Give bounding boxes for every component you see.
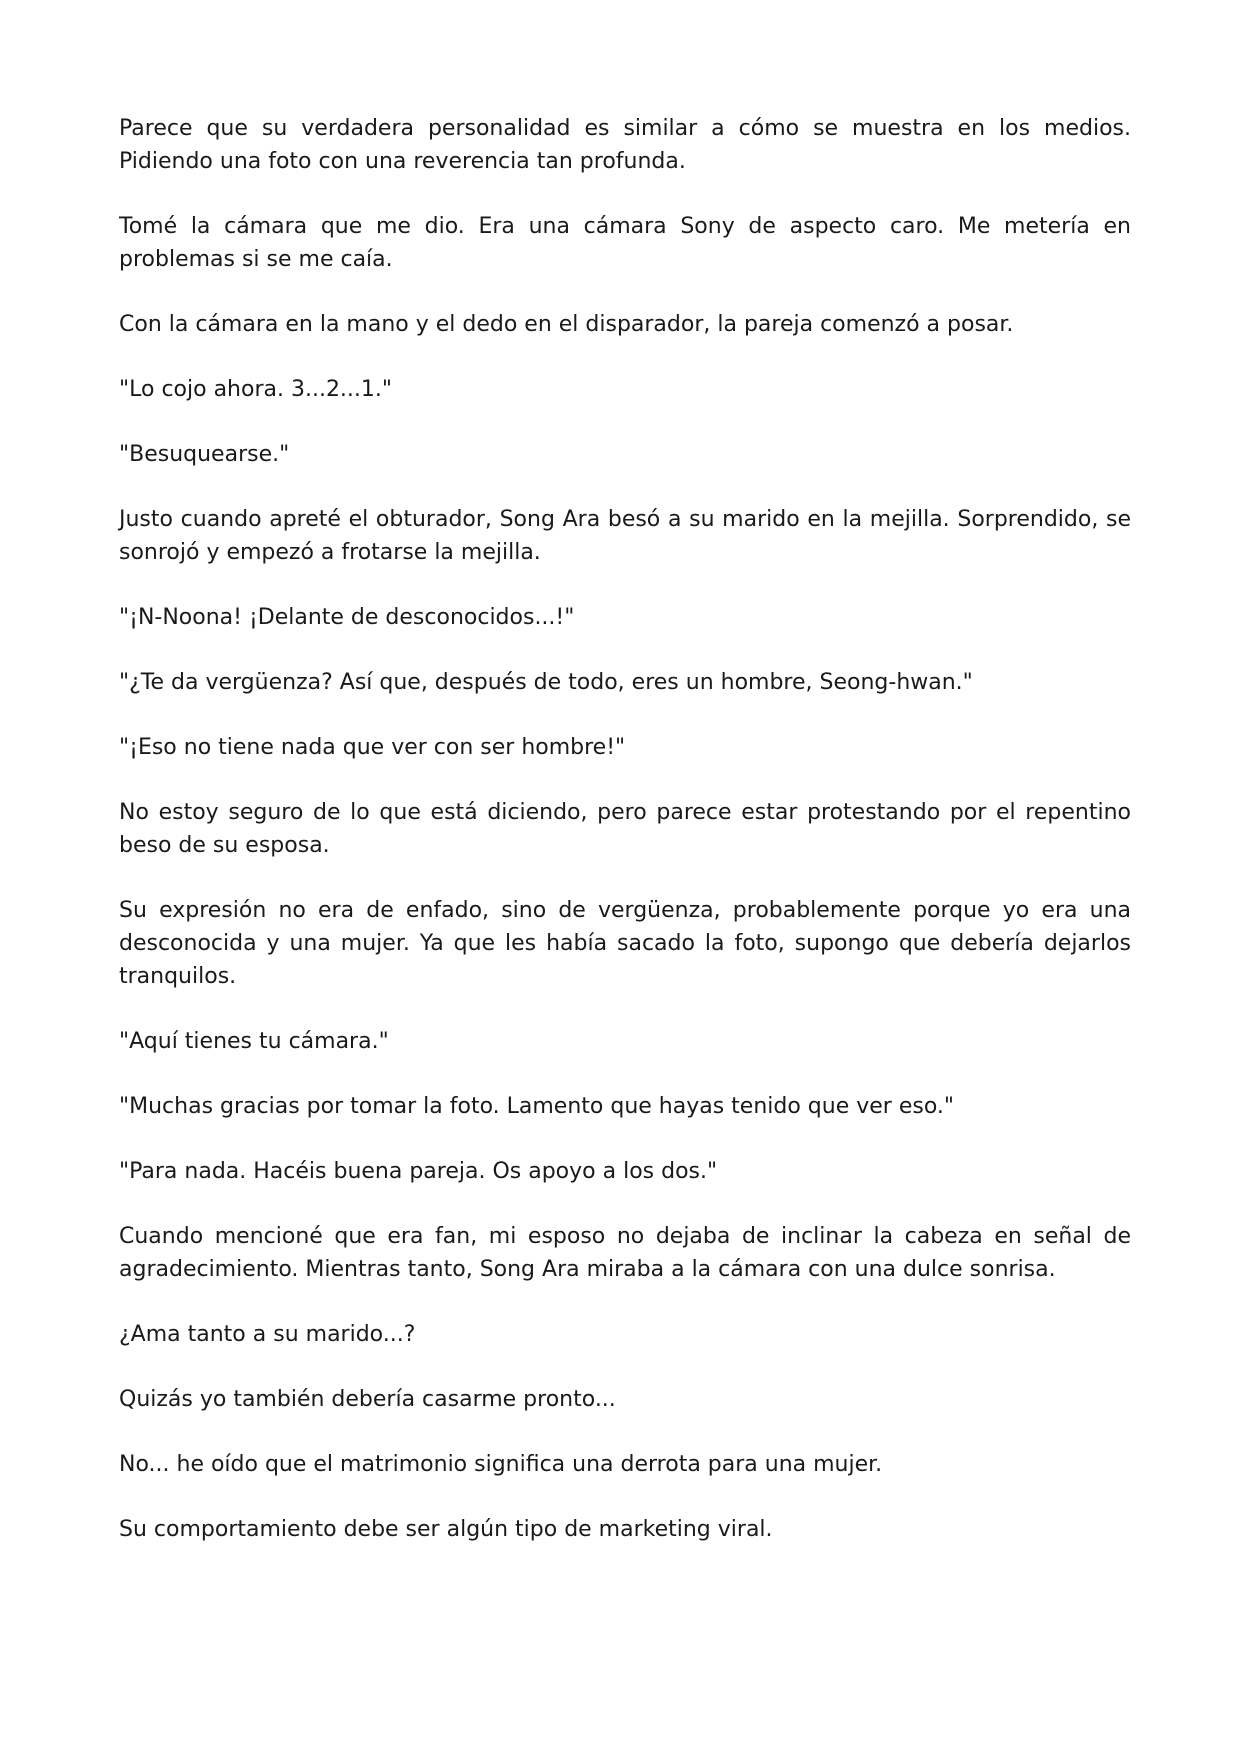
paragraph-8: "¿Te da vergüenza? Así que, después de todo, eres un hombre, Seong-hwan." (119, 670, 973, 695)
body-text (119, 112, 1131, 1578)
paragraph-17: Quizás yo también debería casarme pronto... (119, 1387, 616, 1412)
paragraph-13: "Muchas gracias por tomar la foto. Lamento que hayas tenido que ver eso." (119, 1094, 955, 1119)
paragraph-3: Con la cámara en la mano y el dedo en el disparador, la pareja comenzó a posar. (119, 312, 1014, 337)
paragraph-18: No... he oído que el matrimonio significa una derrota para una mujer. (119, 1452, 883, 1477)
paragraph-7: "¡N-Noona! ¡Delante de desconocidos...!" (119, 605, 575, 630)
paragraph-19: Su comportamiento debe ser algún tipo de marketing viral. (119, 1517, 773, 1542)
paragraph-12: "Aquí tienes tu cámara." (119, 1029, 389, 1054)
paragraph-6: Justo cuando apreté el obturador, Song Ara besó a su marido en la mejilla. Sorprendido, se sonrojó y empezó a frotarse la mejilla. (119, 507, 1131, 565)
paragraph-11: Su expresión no era de enfado, sino de vergüenza, probablemente porque yo era una desconocida y una mujer. Ya que les había sacado la foto, supongo que debería dejarlos tranquilos. (119, 898, 1131, 989)
paragraph-4: "Lo cojo ahora. 3...2...1." (119, 377, 393, 402)
paragraph-14: "Para nada. Hacéis buena pareja. Os apoyo a los dos." (119, 1159, 718, 1184)
paragraph-5: "Besuquearse." (119, 442, 290, 467)
paragraph-15: Cuando mencioné que era fan, mi esposo no dejaba de inclinar la cabeza en señal de agradecimiento. Mientras tanto, Song Ara miraba a la cámara con una dulce sonrisa. (119, 1224, 1131, 1282)
paragraph-2: Tomé la cámara que me dio. Era una cámara Sony de aspecto caro. Me metería en problemas si se me caía. (119, 214, 1131, 272)
paragraph-1: Parece que su verdadera personalidad es similar a cómo se muestra en los medios. Pidiendo una foto con una reverencia tan profunda. (119, 116, 1131, 174)
paragraph-16: ¿Ama tanto a su marido...? (119, 1322, 416, 1347)
paragraph-9: "¡Eso no tiene nada que ver con ser hombre!" (119, 735, 626, 760)
paragraph-10: No estoy seguro de lo que está diciendo, pero parece estar protestando por el repentino beso de su esposa. (119, 800, 1131, 858)
